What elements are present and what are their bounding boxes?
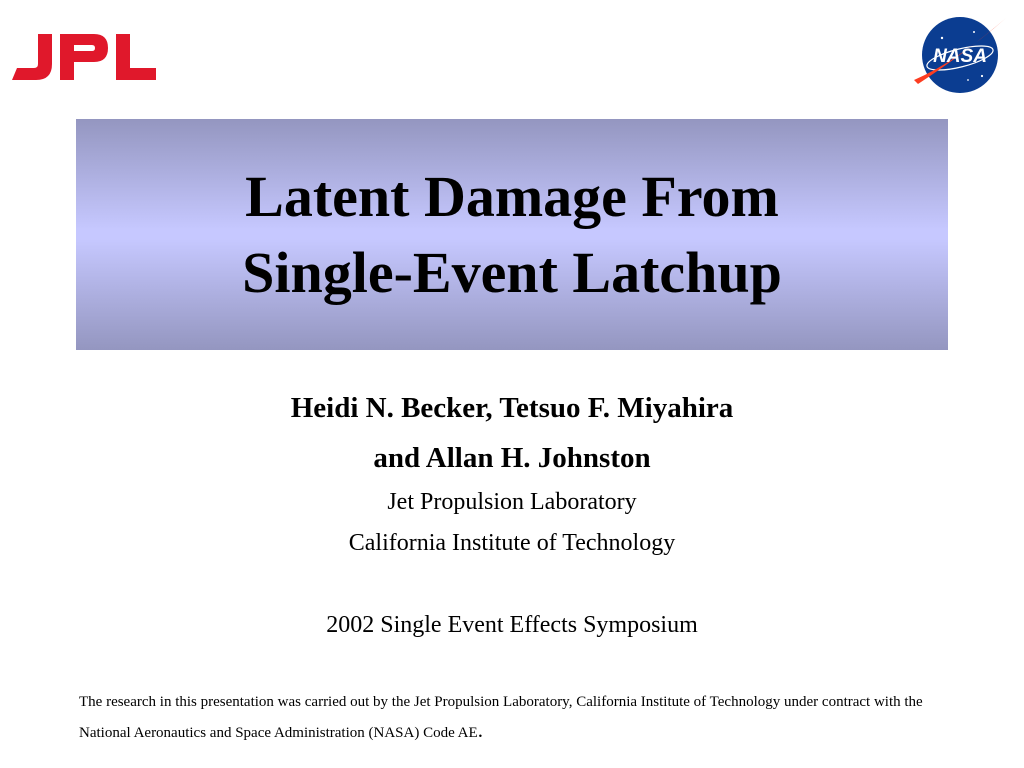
affiliation-line-1: Jet Propulsion Laboratory <box>387 489 637 515</box>
event-name: 2002 Single Event Effects Symposium <box>326 612 698 638</box>
disclaimer-text: The research in this presentation was carried out by the Jet Propulsion Laboratory, California Institute of Technology under contract with the National Aeronautics and Space Administration (NASA) Code AE <box>79 694 923 741</box>
authors-line-1: Heidi N. Becker, Tetsuo F. Miyahira <box>290 392 734 424</box>
title-line-1: Latent Damage From <box>245 163 779 229</box>
nasa-logo <box>912 14 1008 96</box>
funding-disclaimer <box>79 688 949 747</box>
affiliation-line-2: California Institute of Technology <box>348 530 676 556</box>
svg-text:NASA: NASA <box>933 46 987 67</box>
authors-line-2: and Allan H. Johnston <box>373 442 651 474</box>
title-banner <box>76 119 948 350</box>
title-line-2: Single-Event Latchup <box>242 239 782 305</box>
disclaimer-period: . <box>477 718 483 742</box>
jpl-logo <box>8 32 158 82</box>
